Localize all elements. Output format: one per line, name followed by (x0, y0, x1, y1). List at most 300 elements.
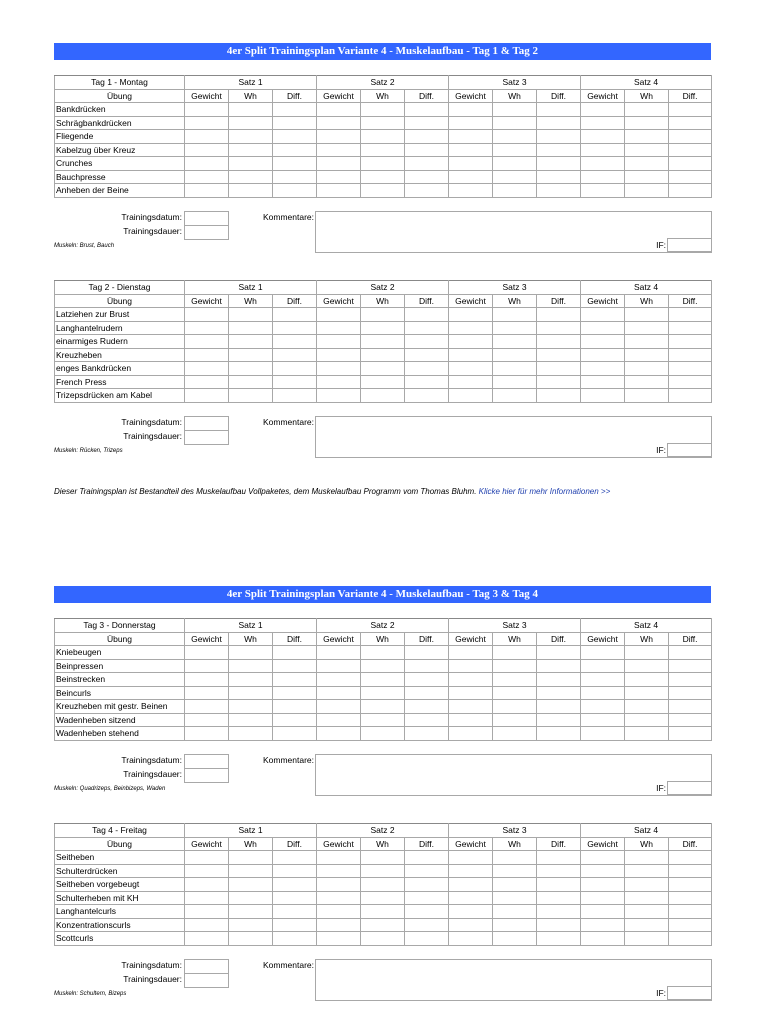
entry-cell[interactable] (669, 673, 712, 687)
entry-cell[interactable] (185, 184, 229, 198)
entry-cell[interactable] (493, 184, 537, 198)
entry-cell[interactable] (625, 905, 669, 919)
entry-cell[interactable] (449, 727, 493, 741)
entry-cell[interactable] (669, 713, 712, 727)
entry-cell[interactable] (361, 891, 405, 905)
entry-cell[interactable] (361, 130, 405, 144)
entry-cell[interactable] (273, 116, 317, 130)
entry-cell[interactable] (581, 727, 625, 741)
entry-cell[interactable] (405, 851, 449, 865)
entry-cell[interactable] (229, 700, 273, 714)
entry-cell[interactable] (669, 686, 712, 700)
entry-cell[interactable] (361, 932, 405, 946)
entry-cell[interactable] (449, 686, 493, 700)
entry-cell[interactable] (185, 375, 229, 389)
entry-cell[interactable] (229, 130, 273, 144)
entry-cell[interactable] (581, 170, 625, 184)
entry-cell[interactable] (405, 389, 449, 403)
entry-cell[interactable] (185, 686, 229, 700)
entry-cell[interactable] (229, 905, 273, 919)
entry-cell[interactable] (669, 103, 712, 117)
entry-cell[interactable] (625, 891, 669, 905)
entry-cell[interactable] (361, 905, 405, 919)
entry-cell[interactable] (229, 389, 273, 403)
entry-cell[interactable] (317, 673, 361, 687)
entry-cell[interactable] (581, 335, 625, 349)
entry-cell[interactable] (493, 878, 537, 892)
entry-cell[interactable] (273, 362, 317, 376)
entry-cell[interactable] (229, 143, 273, 157)
entry-cell[interactable] (537, 700, 581, 714)
entry-cell[interactable] (625, 375, 669, 389)
entry-cell[interactable] (317, 308, 361, 322)
entry-cell[interactable] (405, 308, 449, 322)
entry-cell[interactable] (625, 389, 669, 403)
entry-cell[interactable] (229, 375, 273, 389)
entry-cell[interactable] (317, 878, 361, 892)
entry-cell[interactable] (537, 308, 581, 322)
entry-cell[interactable] (537, 673, 581, 687)
entry-cell[interactable] (493, 116, 537, 130)
entry-cell[interactable] (581, 116, 625, 130)
more-info-link[interactable]: Klicke hier für mehr Informationen >> (476, 487, 611, 496)
entry-cell[interactable] (581, 932, 625, 946)
entry-cell[interactable] (317, 375, 361, 389)
entry-cell[interactable] (185, 673, 229, 687)
entry-cell[interactable] (449, 878, 493, 892)
entry-cell[interactable] (273, 170, 317, 184)
entry-cell[interactable] (229, 878, 273, 892)
entry-cell[interactable] (317, 864, 361, 878)
entry-cell[interactable] (581, 143, 625, 157)
entry-cell[interactable] (581, 375, 625, 389)
training-date-field[interactable] (184, 416, 229, 431)
entry-cell[interactable] (185, 335, 229, 349)
entry-cell[interactable] (581, 851, 625, 865)
entry-cell[interactable] (449, 700, 493, 714)
entry-cell[interactable] (449, 116, 493, 130)
entry-cell[interactable] (625, 878, 669, 892)
entry-cell[interactable] (669, 700, 712, 714)
entry-cell[interactable] (361, 878, 405, 892)
entry-cell[interactable] (229, 918, 273, 932)
entry-cell[interactable] (669, 348, 712, 362)
entry-cell[interactable] (229, 348, 273, 362)
entry-cell[interactable] (405, 362, 449, 376)
entry-cell[interactable] (405, 321, 449, 335)
entry-cell[interactable] (581, 713, 625, 727)
entry-cell[interactable] (493, 103, 537, 117)
entry-cell[interactable] (405, 103, 449, 117)
entry-cell[interactable] (229, 673, 273, 687)
entry-cell[interactable] (625, 646, 669, 660)
training-duration-field[interactable] (184, 430, 229, 445)
entry-cell[interactable] (449, 321, 493, 335)
entry-cell[interactable] (625, 727, 669, 741)
entry-cell[interactable] (229, 362, 273, 376)
entry-cell[interactable] (185, 143, 229, 157)
entry-cell[interactable] (669, 335, 712, 349)
entry-cell[interactable] (405, 335, 449, 349)
entry-cell[interactable] (273, 891, 317, 905)
entry-cell[interactable] (493, 918, 537, 932)
entry-cell[interactable] (185, 864, 229, 878)
entry-cell[interactable] (625, 103, 669, 117)
entry-cell[interactable] (361, 116, 405, 130)
entry-cell[interactable] (273, 335, 317, 349)
entry-cell[interactable] (449, 713, 493, 727)
entry-cell[interactable] (449, 659, 493, 673)
entry-cell[interactable] (537, 905, 581, 919)
entry-cell[interactable] (537, 851, 581, 865)
entry-cell[interactable] (405, 932, 449, 946)
entry-cell[interactable] (229, 170, 273, 184)
entry-cell[interactable] (669, 727, 712, 741)
entry-cell[interactable] (625, 918, 669, 932)
entry-cell[interactable] (537, 130, 581, 144)
entry-cell[interactable] (625, 700, 669, 714)
entry-cell[interactable] (405, 646, 449, 660)
entry-cell[interactable] (273, 905, 317, 919)
entry-cell[interactable] (493, 700, 537, 714)
entry-cell[interactable] (229, 308, 273, 322)
entry-cell[interactable] (361, 851, 405, 865)
entry-cell[interactable] (669, 170, 712, 184)
entry-cell[interactable] (361, 157, 405, 171)
entry-cell[interactable] (581, 918, 625, 932)
entry-cell[interactable] (625, 308, 669, 322)
entry-cell[interactable] (537, 932, 581, 946)
entry-cell[interactable] (317, 103, 361, 117)
entry-cell[interactable] (229, 659, 273, 673)
entry-cell[interactable] (273, 375, 317, 389)
entry-cell[interactable] (273, 713, 317, 727)
entry-cell[interactable] (185, 713, 229, 727)
entry-cell[interactable] (669, 184, 712, 198)
entry-cell[interactable] (669, 905, 712, 919)
entry-cell[interactable] (449, 851, 493, 865)
entry-cell[interactable] (185, 932, 229, 946)
entry-cell[interactable] (581, 362, 625, 376)
entry-cell[interactable] (229, 891, 273, 905)
entry-cell[interactable] (537, 727, 581, 741)
entry-cell[interactable] (625, 864, 669, 878)
entry-cell[interactable] (625, 321, 669, 335)
entry-cell[interactable] (273, 646, 317, 660)
entry-cell[interactable] (273, 659, 317, 673)
entry-cell[interactable] (361, 713, 405, 727)
entry-cell[interactable] (537, 103, 581, 117)
entry-cell[interactable] (273, 727, 317, 741)
entry-cell[interactable] (493, 348, 537, 362)
entry-cell[interactable] (361, 348, 405, 362)
entry-cell[interactable] (317, 130, 361, 144)
entry-cell[interactable] (493, 932, 537, 946)
entry-cell[interactable] (493, 157, 537, 171)
entry-cell[interactable] (537, 116, 581, 130)
entry-cell[interactable] (361, 184, 405, 198)
entry-cell[interactable] (625, 659, 669, 673)
entry-cell[interactable] (405, 686, 449, 700)
entry-cell[interactable] (405, 184, 449, 198)
training-date-field[interactable] (184, 211, 229, 226)
entry-cell[interactable] (317, 335, 361, 349)
entry-cell[interactable] (537, 891, 581, 905)
entry-cell[interactable] (537, 646, 581, 660)
entry-cell[interactable] (669, 932, 712, 946)
entry-cell[interactable] (669, 864, 712, 878)
entry-cell[interactable] (625, 673, 669, 687)
entry-cell[interactable] (669, 321, 712, 335)
entry-cell[interactable] (229, 727, 273, 741)
entry-cell[interactable] (273, 308, 317, 322)
entry-cell[interactable] (361, 864, 405, 878)
entry-cell[interactable] (493, 864, 537, 878)
entry-cell[interactable] (185, 851, 229, 865)
entry-cell[interactable] (229, 932, 273, 946)
entry-cell[interactable] (405, 905, 449, 919)
entry-cell[interactable] (405, 673, 449, 687)
entry-cell[interactable] (405, 727, 449, 741)
entry-cell[interactable] (625, 335, 669, 349)
entry-cell[interactable] (405, 375, 449, 389)
entry-cell[interactable] (537, 878, 581, 892)
entry-cell[interactable] (317, 905, 361, 919)
entry-cell[interactable] (493, 727, 537, 741)
entry-cell[interactable] (625, 362, 669, 376)
entry-cell[interactable] (669, 891, 712, 905)
entry-cell[interactable] (625, 157, 669, 171)
entry-cell[interactable] (449, 389, 493, 403)
entry-cell[interactable] (625, 116, 669, 130)
entry-cell[interactable] (229, 851, 273, 865)
entry-cell[interactable] (317, 362, 361, 376)
entry-cell[interactable] (669, 851, 712, 865)
entry-cell[interactable] (317, 389, 361, 403)
entry-cell[interactable] (185, 905, 229, 919)
entry-cell[interactable] (317, 157, 361, 171)
entry-cell[interactable] (361, 335, 405, 349)
entry-cell[interactable] (493, 686, 537, 700)
entry-cell[interactable] (537, 375, 581, 389)
entry-cell[interactable] (185, 170, 229, 184)
entry-cell[interactable] (405, 659, 449, 673)
entry-cell[interactable] (361, 308, 405, 322)
entry-cell[interactable] (185, 348, 229, 362)
entry-cell[interactable] (449, 103, 493, 117)
entry-cell[interactable] (273, 673, 317, 687)
training-date-field[interactable] (184, 754, 229, 769)
entry-cell[interactable] (581, 686, 625, 700)
entry-cell[interactable] (317, 891, 361, 905)
entry-cell[interactable] (449, 157, 493, 171)
entry-cell[interactable] (317, 170, 361, 184)
entry-cell[interactable] (449, 864, 493, 878)
entry-cell[interactable] (581, 130, 625, 144)
entry-cell[interactable] (493, 130, 537, 144)
entry-cell[interactable] (361, 103, 405, 117)
entry-cell[interactable] (361, 646, 405, 660)
entry-cell[interactable] (405, 891, 449, 905)
entry-cell[interactable] (273, 932, 317, 946)
entry-cell[interactable] (669, 116, 712, 130)
entry-cell[interactable] (493, 308, 537, 322)
entry-cell[interactable] (273, 700, 317, 714)
entry-cell[interactable] (317, 713, 361, 727)
entry-cell[interactable] (669, 157, 712, 171)
entry-cell[interactable] (581, 308, 625, 322)
entry-cell[interactable] (361, 170, 405, 184)
entry-cell[interactable] (361, 727, 405, 741)
entry-cell[interactable] (273, 130, 317, 144)
entry-cell[interactable] (229, 864, 273, 878)
entry-cell[interactable] (229, 157, 273, 171)
entry-cell[interactable] (669, 143, 712, 157)
entry-cell[interactable] (229, 646, 273, 660)
entry-cell[interactable] (669, 646, 712, 660)
entry-cell[interactable] (185, 659, 229, 673)
training-date-field[interactable] (184, 959, 229, 974)
entry-cell[interactable] (669, 389, 712, 403)
entry-cell[interactable] (449, 646, 493, 660)
entry-cell[interactable] (581, 878, 625, 892)
entry-cell[interactable] (493, 673, 537, 687)
entry-cell[interactable] (273, 918, 317, 932)
entry-cell[interactable] (273, 143, 317, 157)
entry-cell[interactable] (229, 103, 273, 117)
if-field[interactable] (667, 238, 712, 252)
entry-cell[interactable] (405, 864, 449, 878)
entry-cell[interactable] (317, 184, 361, 198)
entry-cell[interactable] (185, 116, 229, 130)
entry-cell[interactable] (537, 686, 581, 700)
entry-cell[interactable] (581, 103, 625, 117)
entry-cell[interactable] (185, 727, 229, 741)
entry-cell[interactable] (581, 157, 625, 171)
entry-cell[interactable] (537, 143, 581, 157)
entry-cell[interactable] (669, 918, 712, 932)
entry-cell[interactable] (317, 918, 361, 932)
entry-cell[interactable] (493, 170, 537, 184)
entry-cell[interactable] (493, 905, 537, 919)
entry-cell[interactable] (273, 157, 317, 171)
entry-cell[interactable] (449, 335, 493, 349)
entry-cell[interactable] (493, 851, 537, 865)
entry-cell[interactable] (449, 375, 493, 389)
entry-cell[interactable] (449, 170, 493, 184)
entry-cell[interactable] (669, 878, 712, 892)
entry-cell[interactable] (537, 362, 581, 376)
entry-cell[interactable] (449, 130, 493, 144)
entry-cell[interactable] (405, 130, 449, 144)
entry-cell[interactable] (669, 308, 712, 322)
entry-cell[interactable] (405, 878, 449, 892)
entry-cell[interactable] (405, 918, 449, 932)
entry-cell[interactable] (669, 659, 712, 673)
entry-cell[interactable] (537, 713, 581, 727)
entry-cell[interactable] (581, 905, 625, 919)
entry-cell[interactable] (493, 143, 537, 157)
entry-cell[interactable] (185, 918, 229, 932)
entry-cell[interactable] (229, 686, 273, 700)
entry-cell[interactable] (581, 673, 625, 687)
if-field[interactable] (667, 781, 712, 795)
entry-cell[interactable] (493, 335, 537, 349)
entry-cell[interactable] (405, 170, 449, 184)
entry-cell[interactable] (625, 932, 669, 946)
entry-cell[interactable] (493, 713, 537, 727)
entry-cell[interactable] (625, 170, 669, 184)
entry-cell[interactable] (185, 878, 229, 892)
entry-cell[interactable] (229, 713, 273, 727)
entry-cell[interactable] (449, 905, 493, 919)
entry-cell[interactable] (273, 686, 317, 700)
entry-cell[interactable] (273, 184, 317, 198)
entry-cell[interactable] (537, 170, 581, 184)
entry-cell[interactable] (669, 130, 712, 144)
entry-cell[interactable] (537, 348, 581, 362)
entry-cell[interactable] (273, 864, 317, 878)
entry-cell[interactable] (493, 362, 537, 376)
entry-cell[interactable] (493, 321, 537, 335)
entry-cell[interactable] (493, 891, 537, 905)
entry-cell[interactable] (537, 864, 581, 878)
entry-cell[interactable] (581, 389, 625, 403)
entry-cell[interactable] (493, 375, 537, 389)
entry-cell[interactable] (317, 700, 361, 714)
entry-cell[interactable] (581, 348, 625, 362)
entry-cell[interactable] (581, 646, 625, 660)
entry-cell[interactable] (625, 130, 669, 144)
entry-cell[interactable] (625, 851, 669, 865)
entry-cell[interactable] (625, 713, 669, 727)
entry-cell[interactable] (537, 389, 581, 403)
entry-cell[interactable] (273, 878, 317, 892)
entry-cell[interactable] (405, 713, 449, 727)
entry-cell[interactable] (361, 918, 405, 932)
entry-cell[interactable] (185, 130, 229, 144)
entry-cell[interactable] (449, 932, 493, 946)
entry-cell[interactable] (317, 727, 361, 741)
entry-cell[interactable] (273, 103, 317, 117)
entry-cell[interactable] (405, 143, 449, 157)
training-duration-field[interactable] (184, 225, 229, 240)
entry-cell[interactable] (625, 348, 669, 362)
entry-cell[interactable] (185, 891, 229, 905)
entry-cell[interactable] (185, 362, 229, 376)
entry-cell[interactable] (361, 143, 405, 157)
entry-cell[interactable] (361, 673, 405, 687)
if-field[interactable] (667, 443, 712, 457)
entry-cell[interactable] (493, 646, 537, 660)
entry-cell[interactable] (581, 659, 625, 673)
entry-cell[interactable] (229, 116, 273, 130)
if-field[interactable] (667, 986, 712, 1000)
entry-cell[interactable] (185, 321, 229, 335)
entry-cell[interactable] (669, 375, 712, 389)
training-duration-field[interactable] (184, 973, 229, 988)
training-duration-field[interactable] (184, 768, 229, 783)
entry-cell[interactable] (317, 116, 361, 130)
entry-cell[interactable] (405, 157, 449, 171)
entry-cell[interactable] (449, 918, 493, 932)
entry-cell[interactable] (405, 700, 449, 714)
entry-cell[interactable] (537, 184, 581, 198)
entry-cell[interactable] (449, 891, 493, 905)
entry-cell[interactable] (273, 348, 317, 362)
entry-cell[interactable] (317, 321, 361, 335)
entry-cell[interactable] (317, 646, 361, 660)
